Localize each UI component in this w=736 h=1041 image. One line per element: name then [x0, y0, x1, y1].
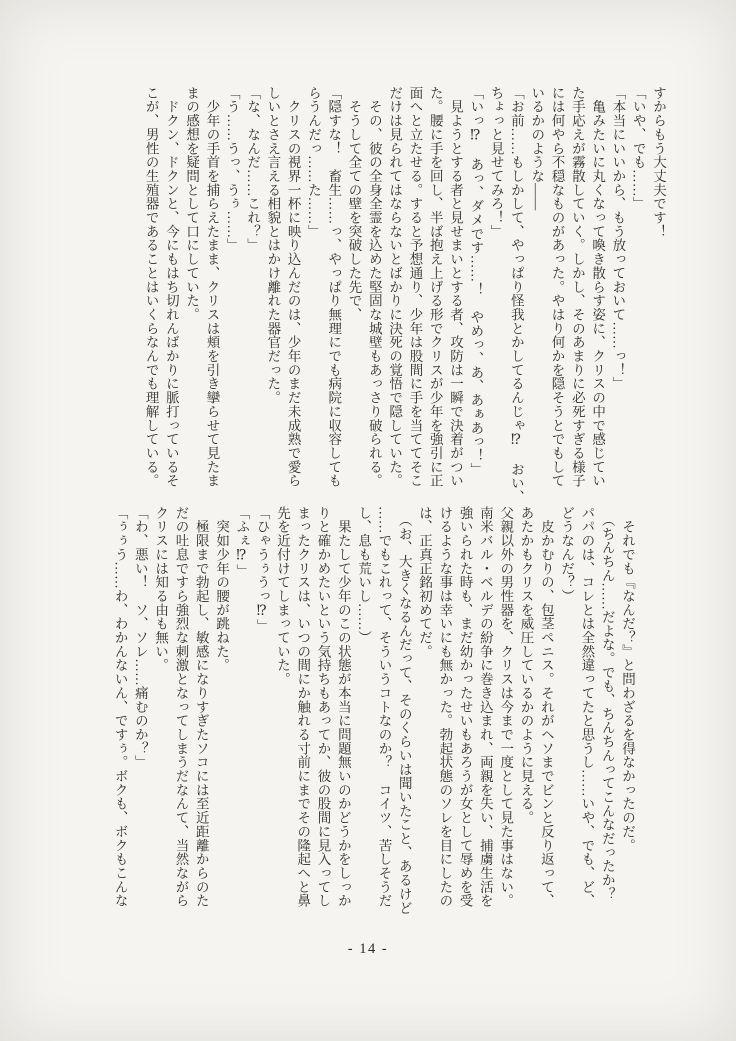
text-column: 少年の手首を捕らえたまま、クリスは頬を引き攣らせて見たま — [204, 86, 220, 488]
text-column: は、正真正銘初めてだ。 — [417, 506, 433, 659]
text-column: 果たして少年のこの状態が本当に問題無いのかどうかをしっか — [335, 506, 351, 908]
text-column: ちょっと見せてみろ！」 — [488, 86, 504, 239]
text-column: 「な、なんだ……これ？」 — [245, 86, 261, 253]
text-block-top — [140, 86, 668, 506]
text-column: まの感想を疑問として口にしていた。 — [184, 86, 200, 322]
text-column: 「いや、でも……」 — [630, 86, 646, 211]
text-block-bottom — [109, 506, 637, 914]
text-column: 「わ、悪い！ ソ、ソレ……痛むのか？」 — [132, 506, 148, 770]
text-column: 面へと立たせる。すると予想通り、少年は股間に手を当ててそこ — [407, 86, 423, 488]
text-column: その、彼の全身全霊を込めた堅固な城壁もあっさり破られる。 — [366, 86, 382, 488]
text-column: た手応えが霧散していく。しかし、そのあまりに必死すぎる様子 — [569, 86, 585, 488]
text-column: 「本当にいいから、もう放っておいて……っ！」 — [610, 86, 626, 391]
text-column: いるかのような―― — [529, 86, 545, 211]
text-column: 亀みたいに丸くなって喚き散らす姿に、クリスの中で感じてい — [590, 86, 606, 488]
text-column: りと確かめたいという気持ちもあってか、彼の股間に見入ってし — [315, 506, 331, 908]
text-column: 見ようとする者と見せまいとする者、攻防は一瞬で決着がつい — [448, 86, 464, 488]
text-column: 「ぅぅう……わ、わかんないん、ですぅ。ボクも、ボクもこんな — [112, 506, 128, 908]
page-number: - 14 - — [347, 941, 389, 957]
text-column: クリスの視界一杯に映り込んだのは、少年のまだ未成熟で愛ら — [285, 86, 301, 488]
text-column: らうんだっ……た……」 — [305, 86, 321, 239]
text-column: けるような事は幸いにも無かった。勃起状態のソレを目にしたの — [437, 506, 453, 908]
text-column: 「いっ⁉ あっ、ダメです……！ やめっ、あ、あぁあっ！」 — [468, 86, 484, 477]
text-column: すからもう大丈夫です！ — [651, 86, 666, 239]
text-column: 父親以外の男性器を、クリスは今まで一度として見た事はない。 — [498, 506, 514, 908]
text-column: そうして全ての壁を突破した先で、 — [346, 86, 362, 322]
text-column: 強いられた時も、まだ幼かったせいもあろうが女として辱めを受 — [457, 506, 473, 908]
text-column: には何やら不穏なものがあった。やはり何かを隠そうとでもして — [549, 86, 565, 488]
text-column: 「う……うっ、うぅ……」 — [224, 86, 240, 253]
text-column: こが、男性の生殖器であることはいくらなんでも理解している。 — [143, 86, 159, 488]
text-column: だけは見られてはならないとばかりに決死の覚悟で隠していた。 — [387, 86, 403, 488]
text-column: どうなんだ？） — [559, 506, 575, 603]
text-column: 「ふぇ⁉」 — [234, 506, 250, 578]
text-column: それでも『なんだ？』と問わざるを得なかったのだ。 — [620, 506, 635, 853]
text-column: （ちんちん……だよな。でも、ちんちんってこんなだったか？ — [599, 506, 615, 901]
text-column: 「お前……もしかして、やっぱり怪我とかしてるんじゃ⁉ おい、 — [508, 86, 524, 504]
text-column: 突如少年の腰が跳ねた。 — [214, 506, 230, 673]
text-column: あたかもクリスを威圧しているかのように見える。 — [518, 506, 534, 825]
text-column: た。腰に手を回し、半ば抱え上げる形でクリスが少年を強引に正 — [427, 86, 443, 488]
text-column: 極限まで勃起し、敏感になりすぎたソコには至近距離からのた — [193, 506, 209, 908]
text-column: 皮かむりの、包茎ペニス。それがヘソまでビンと反り返って、 — [538, 506, 554, 908]
text-column: ドクン、ドクンと、今にもはち切れんばかりに脈打っているそ — [163, 86, 179, 488]
text-column: 「ひゃうぅうっ⁉」 — [254, 506, 270, 634]
text-column: クリスには知る由も無い。 — [153, 506, 169, 673]
text-column: パパのは、コレとは全然違ってたと思うし……いや、でも、ど、 — [579, 506, 595, 908]
text-column: （お、大きくなるんだって、そのくらいは聞いたこと、あるけど — [396, 506, 412, 915]
text-column: 先を近付けてしまっていた。 — [274, 506, 290, 687]
text-column: ……でもこれって、そういうコトなのか？ コイツ、苦しそうだ — [376, 506, 392, 908]
text-column: 「隠すな！ 畜生……っ、やっぱり無理にでも病院に収容しても — [326, 86, 342, 488]
text-column: まったクリスは、いつの間にか触れる寸前にまでその隆起へと鼻 — [295, 506, 311, 908]
text-column: しいとさえ言える相貌とはかけ離れた器官だった。 — [265, 86, 281, 405]
text-column: し、息も荒いし……） — [356, 506, 372, 645]
text-column: だの吐息ですら強烈な刺激となってしまうだなんて、当然ながら — [173, 506, 189, 908]
text-column: 南米バル・ベルデの紛争に巻き込まれ、両親を失い、捕虜生活を — [477, 506, 493, 908]
